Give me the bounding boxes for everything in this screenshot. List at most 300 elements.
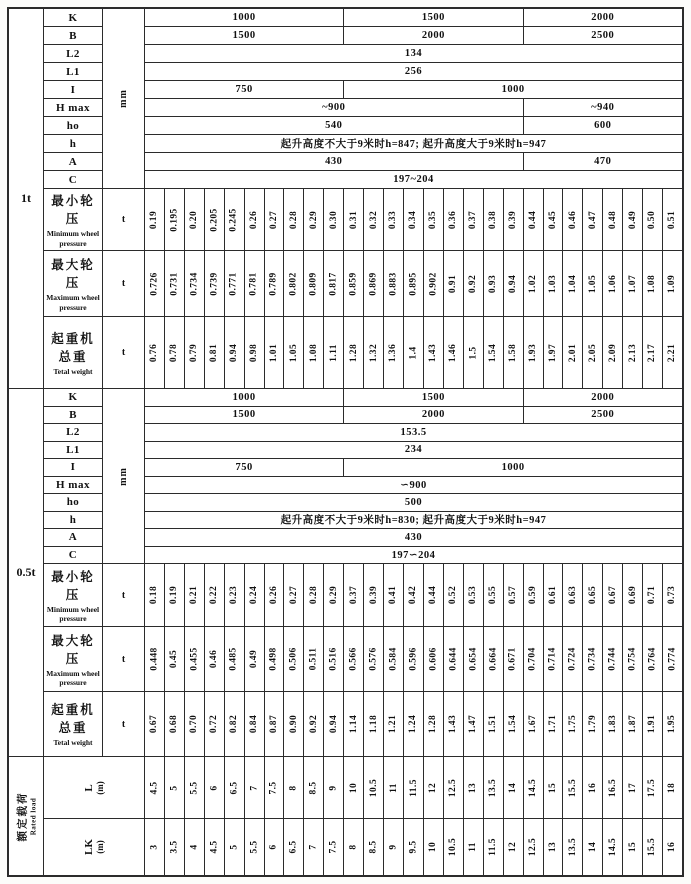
vertical-value: 1.36 [388, 343, 399, 362]
vertical-value: 0.584 [388, 647, 399, 671]
vertical-value: 1.46 [448, 343, 459, 362]
vertical-value: 17 [627, 782, 638, 793]
value-max-wheel-pressure-col15 [424, 627, 443, 691]
value-max-wheel-pressure-col18 [484, 251, 503, 316]
vertical-value: 0.38 [488, 210, 499, 229]
value-total-weight-col15 [424, 317, 443, 388]
value-min-wheel-pressure-col26 [643, 564, 662, 626]
value-span-l-col19 [504, 757, 523, 818]
spec-value-k: 2000 [524, 389, 682, 406]
value-total-weight-col13 [384, 317, 403, 388]
vertical-value: 1.21 [388, 714, 399, 734]
vertical-value: 13 [468, 782, 479, 793]
value-span-l-col4 [205, 757, 224, 818]
vertical-value: 0.19 [149, 210, 160, 229]
value-min-wheel-pressure-col6 [245, 564, 264, 626]
value-total-weight-col18 [484, 317, 503, 388]
value-max-wheel-pressure-col20 [524, 627, 543, 691]
value-max-wheel-pressure-col23 [583, 251, 602, 316]
value-min-wheel-pressure-col14 [404, 564, 423, 626]
spec-value-a: 430 [145, 529, 682, 546]
vertical-value: 7.5 [328, 840, 339, 854]
vertical-value: 0.606 [428, 647, 439, 671]
value-max-wheel-pressure-col9 [304, 251, 323, 316]
vertical-value: 4.5 [149, 780, 160, 795]
vertical-value: 1.43 [428, 343, 439, 362]
value-total-weight-col2 [165, 317, 184, 388]
value-span-lk-col18 [484, 819, 503, 875]
vertical-value: 0.37 [348, 585, 359, 605]
vertical-value: 0.809 [308, 271, 319, 296]
value-max-wheel-pressure-col4 [205, 251, 224, 316]
spec-value-i: 1000 [344, 459, 682, 476]
value-total-weight-col25 [623, 317, 642, 388]
vertical-value: 0.72 [209, 714, 220, 734]
spec-value-b: 2500 [524, 407, 682, 424]
vertical-value: 0.57 [508, 585, 519, 605]
vertical-value: 1.91 [647, 714, 658, 734]
vertical-value: 0.455 [189, 647, 200, 671]
vertical-value: 7.5 [269, 780, 280, 795]
vertical-value: 0.49 [627, 210, 638, 229]
vertical-value: 0.44 [428, 585, 439, 605]
value-max-wheel-pressure-col15 [424, 251, 443, 316]
vertical-value: 0.61 [547, 585, 558, 605]
value-total-weight-col12 [364, 692, 383, 756]
span-label-text: L [83, 783, 95, 792]
spec-value-b: 1500 [145, 27, 343, 44]
vertical-value: 1.05 [288, 343, 299, 362]
vertical-value: 0.21 [189, 585, 200, 605]
value-min-wheel-pressure-col22 [563, 564, 582, 626]
vertical-value: 0.883 [388, 271, 399, 296]
value-total-weight-col5 [225, 317, 244, 388]
param-ho: ho [44, 494, 102, 511]
value-max-wheel-pressure-col13 [384, 627, 403, 691]
vertical-value: 0.802 [288, 271, 299, 296]
value-span-lk-col22 [563, 819, 582, 875]
vertical-value: 10 [348, 782, 359, 793]
vertical-value: 0.33 [388, 210, 399, 229]
value-min-wheel-pressure-col17 [464, 564, 483, 626]
value-span-l-col2 [165, 757, 184, 818]
value-span-lk-col16 [444, 819, 463, 875]
value-min-wheel-pressure-col27 [663, 564, 682, 626]
vertical-value: 0.774 [667, 647, 678, 671]
value-span-l-col9 [304, 757, 323, 818]
value-span-l-col1 [145, 757, 164, 818]
value-total-weight-col21 [544, 317, 563, 388]
vertical-value: 1.08 [647, 274, 658, 293]
param-k: K [44, 389, 102, 406]
vertical-value: 0.63 [567, 585, 578, 605]
vertical-value: 1.43 [448, 714, 459, 734]
vertical-value: 1.11 [328, 343, 339, 362]
value-total-weight-col10 [324, 692, 343, 756]
vertical-value: 1.04 [567, 274, 578, 293]
value-max-wheel-pressure-col12 [364, 251, 383, 316]
value-total-weight-col7 [265, 317, 284, 388]
vertical-value: 0.90 [288, 714, 299, 734]
value-min-wheel-pressure-col21 [544, 189, 563, 250]
vertical-value: 0.24 [249, 585, 260, 605]
value-span-lk-col26 [643, 819, 662, 875]
value-max-wheel-pressure-col11 [344, 251, 363, 316]
row-span-lk [44, 819, 144, 875]
value-span-l-col10 [324, 757, 343, 818]
vertical-value: 0.754 [627, 647, 638, 671]
vertical-value: 0.55 [488, 585, 499, 605]
spec-value-a: 430 [145, 153, 523, 170]
value-max-wheel-pressure-col18 [484, 627, 503, 691]
spec-value-k: 1000 [145, 389, 343, 406]
row-min-wheel-pressure [44, 189, 102, 250]
spec-value-h: 起升高度不大于9米时h=847; 起升高度大于9米时h=947 [145, 135, 682, 152]
value-total-weight-col24 [603, 317, 622, 388]
vertical-value: 15.5 [567, 778, 578, 797]
load-group-0.5t: 0.5t [9, 389, 43, 756]
unit-t: t [103, 627, 144, 691]
value-max-wheel-pressure-col16 [444, 251, 463, 316]
value-span-lk-col12 [364, 819, 383, 875]
value-span-lk-col27 [663, 819, 682, 875]
row-label-zh: 起重机总重 [51, 703, 95, 736]
value-min-wheel-pressure-col13 [384, 189, 403, 250]
vertical-value: 6.5 [288, 840, 299, 854]
vertical-value: 0.498 [269, 647, 280, 671]
vertical-value: 1.28 [428, 714, 439, 734]
value-min-wheel-pressure-col5 [225, 189, 244, 250]
value-total-weight-col23 [583, 317, 602, 388]
vertical-value: 11 [468, 842, 479, 852]
value-min-wheel-pressure-col14 [404, 189, 423, 250]
value-span-lk-col24 [603, 819, 622, 875]
vertical-value: 12 [508, 841, 519, 853]
value-span-lk-col13 [384, 819, 403, 875]
vertical-value: 8.5 [368, 840, 379, 854]
vertical-value: 0.596 [408, 647, 419, 671]
vertical-value: 0.45 [169, 649, 180, 669]
value-span-l-col16 [444, 757, 463, 818]
vertical-value: 2.13 [627, 343, 638, 362]
value-total-weight-col26 [643, 692, 662, 756]
param-ho: ho [44, 117, 102, 134]
value-min-wheel-pressure-col5 [225, 564, 244, 626]
value-min-wheel-pressure-col17 [464, 189, 483, 250]
param-a: A [44, 153, 102, 170]
spec-value-b: 1500 [145, 407, 343, 424]
unit-t: t [103, 189, 144, 250]
spec-value-i: 750 [145, 459, 343, 476]
value-min-wheel-pressure-col9 [304, 564, 323, 626]
vertical-value: 2.21 [667, 343, 678, 362]
value-max-wheel-pressure-col17 [464, 251, 483, 316]
vertical-value: 1.5 [468, 345, 479, 360]
vertical-value: 0.744 [607, 647, 618, 671]
value-max-wheel-pressure-col27 [663, 251, 682, 316]
vertical-value: 0.81 [209, 343, 220, 362]
vertical-value: 0.869 [368, 271, 379, 296]
vertical-value: 0.205 [209, 207, 220, 232]
value-span-l-col27 [663, 757, 682, 818]
value-min-wheel-pressure-col3 [185, 564, 204, 626]
vertical-value: 13.5 [567, 837, 578, 857]
value-total-weight-col14 [404, 692, 423, 756]
spec-value-i: 750 [145, 81, 343, 98]
param-l1: L1 [44, 63, 102, 80]
vertical-value: 1.07 [627, 274, 638, 293]
value-span-lk-col1 [145, 819, 164, 875]
value-min-wheel-pressure-col11 [344, 564, 363, 626]
vertical-value: 5.5 [189, 780, 200, 795]
value-max-wheel-pressure-col14 [404, 251, 423, 316]
vertical-value: 11.5 [488, 838, 499, 856]
value-max-wheel-pressure-col26 [643, 251, 662, 316]
vertical-value: 0.734 [189, 271, 200, 296]
vertical-value: 0.92 [468, 274, 479, 293]
vertical-value: 1.05 [587, 274, 598, 293]
vertical-value: 6 [209, 784, 220, 791]
spec-value-h-max: ~900 [145, 99, 523, 116]
value-max-wheel-pressure-col26 [643, 627, 662, 691]
value-max-wheel-pressure-col2 [165, 627, 184, 691]
row-label-max-wheel-pressure [44, 255, 102, 312]
vertical-value: 2.05 [587, 343, 598, 362]
value-total-weight-col16 [444, 692, 463, 756]
value-min-wheel-pressure-col1 [145, 189, 164, 250]
vertical-value: 1.4 [408, 345, 419, 360]
vertical-value: 0.94 [229, 343, 240, 362]
vertical-value: 0.39 [368, 585, 379, 605]
spec-value-h-max: ~940 [524, 99, 682, 116]
value-span-l-col21 [544, 757, 563, 818]
value-span-l-col13 [384, 757, 403, 818]
value-min-wheel-pressure-col7 [265, 189, 284, 250]
value-total-weight-col10 [324, 317, 343, 388]
mm-unit-label: mm [117, 89, 129, 108]
value-total-weight-col9 [304, 317, 323, 388]
vertical-value: 0.78 [169, 343, 180, 362]
value-min-wheel-pressure-col23 [583, 564, 602, 626]
vertical-value: 0.39 [508, 210, 519, 229]
vertical-value: 0.47 [587, 210, 598, 229]
vertical-value: 14.5 [528, 778, 539, 797]
value-total-weight-col9 [304, 692, 323, 756]
value-max-wheel-pressure-col16 [444, 627, 463, 691]
value-span-lk-col3 [185, 819, 204, 875]
vertical-value: 0.53 [468, 585, 479, 605]
vertical-value: 1.97 [547, 343, 558, 362]
value-span-l-col25 [623, 757, 642, 818]
param-b: B [44, 407, 102, 424]
vertical-value: 13 [547, 841, 558, 853]
spec-value-b: 2000 [344, 27, 522, 44]
value-total-weight-col23 [583, 692, 602, 756]
vertical-value: 0.92 [308, 714, 319, 734]
span-label-text: LK [83, 839, 95, 855]
value-max-wheel-pressure-col25 [623, 627, 642, 691]
value-span-l-col3 [185, 757, 204, 818]
vertical-value: 2.17 [647, 343, 658, 362]
value-min-wheel-pressure-col26 [643, 189, 662, 250]
vertical-value: 10.5 [448, 837, 459, 857]
value-max-wheel-pressure-col7 [265, 251, 284, 316]
value-span-l-col7 [265, 757, 284, 818]
unit-t: t [103, 251, 144, 316]
value-min-wheel-pressure-col8 [284, 189, 303, 250]
row-label-min-wheel-pressure [44, 567, 102, 624]
vertical-value: 0.506 [288, 647, 299, 671]
value-total-weight-col3 [185, 317, 204, 388]
vertical-value: 0.19 [169, 585, 180, 605]
value-max-wheel-pressure-col2 [165, 251, 184, 316]
value-max-wheel-pressure-col3 [185, 627, 204, 691]
value-min-wheel-pressure-col10 [324, 564, 343, 626]
value-total-weight-col21 [544, 692, 563, 756]
value-max-wheel-pressure-col6 [245, 627, 264, 691]
value-min-wheel-pressure-col15 [424, 189, 443, 250]
vertical-value: 0.781 [249, 271, 260, 296]
vertical-value: 7 [249, 784, 260, 791]
vertical-value: 0.94 [328, 714, 339, 734]
row-label-total-weight [44, 329, 102, 376]
value-min-wheel-pressure-col19 [504, 189, 523, 250]
value-max-wheel-pressure-col5 [225, 627, 244, 691]
value-span-l-col11 [344, 757, 363, 818]
vertical-value: 0.44 [528, 210, 539, 229]
mm-unit-label: mm [117, 466, 129, 486]
value-span-l-col20 [524, 757, 543, 818]
value-span-lk-col21 [544, 819, 563, 875]
vertical-value: 0.32 [368, 210, 379, 229]
vertical-value: 12.5 [448, 778, 459, 797]
value-span-l-col24 [603, 757, 622, 818]
param-b: B [44, 27, 102, 44]
value-total-weight-col5 [225, 692, 244, 756]
vertical-value: 0.48 [607, 210, 618, 229]
value-span-lk-col5 [225, 819, 244, 875]
value-min-wheel-pressure-col19 [504, 564, 523, 626]
value-span-lk-col7 [265, 819, 284, 875]
vertical-value: 1.09 [667, 274, 678, 293]
value-max-wheel-pressure-col21 [544, 627, 563, 691]
value-min-wheel-pressure-col2 [165, 189, 184, 250]
vertical-value: 0.94 [508, 274, 519, 293]
vertical-value: 3.5 [169, 840, 180, 854]
vertical-value: 8.5 [308, 780, 319, 795]
vertical-value: 15 [547, 782, 558, 793]
row-label-en: Minimum wheel pressure [46, 229, 100, 248]
value-span-l-col17 [464, 757, 483, 818]
vertical-value: 14 [508, 782, 519, 793]
unit-t: t [103, 317, 144, 388]
value-span-lk-col20 [524, 819, 543, 875]
spec-value-l1: 234 [145, 442, 682, 459]
row-label-en: Maximum wheel pressure [46, 293, 100, 312]
value-min-wheel-pressure-col18 [484, 189, 503, 250]
row-label-min-wheel-pressure [44, 191, 102, 248]
value-max-wheel-pressure-col10 [324, 627, 343, 691]
value-min-wheel-pressure-col2 [165, 564, 184, 626]
value-total-weight-col4 [205, 317, 224, 388]
vertical-value: 0.52 [448, 585, 459, 605]
param-h: h [44, 135, 102, 152]
span-label-unit: (m) [95, 780, 105, 795]
vertical-value: 18 [667, 782, 678, 793]
vertical-value: 0.511 [308, 647, 319, 671]
value-total-weight-col7 [265, 692, 284, 756]
vertical-value: 0.245 [229, 207, 240, 232]
value-min-wheel-pressure-col8 [284, 564, 303, 626]
value-span-l-col22 [563, 757, 582, 818]
param-h-max: H max [44, 477, 102, 494]
value-total-weight-col13 [384, 692, 403, 756]
vertical-value: 0.65 [587, 585, 598, 605]
vertical-value: 9 [388, 844, 399, 850]
value-total-weight-col19 [504, 692, 523, 756]
vertical-value: 0.859 [348, 271, 359, 296]
value-total-weight-col16 [444, 317, 463, 388]
value-max-wheel-pressure-col9 [304, 627, 323, 691]
vertical-value: 0.764 [647, 647, 658, 671]
value-total-weight-col6 [245, 692, 264, 756]
value-min-wheel-pressure-col7 [265, 564, 284, 626]
value-total-weight-col27 [663, 317, 682, 388]
vertical-value: 4.5 [209, 840, 220, 854]
vertical-value: 1.79 [587, 714, 598, 734]
value-max-wheel-pressure-col19 [504, 251, 523, 316]
vertical-value: 4 [189, 844, 200, 850]
vertical-value: 0.576 [368, 647, 379, 671]
vertical-value: 1.58 [508, 343, 519, 362]
value-total-weight-col27 [663, 692, 682, 756]
spec-value-k: 1500 [344, 9, 522, 26]
param-c: C [44, 171, 102, 188]
span-label-unit: (m) [95, 840, 105, 854]
spec-value-l2: 153.5 [145, 424, 682, 441]
value-total-weight-col17 [464, 692, 483, 756]
vertical-value: 0.734 [587, 647, 598, 671]
value-span-l-col23 [583, 757, 602, 818]
row-label-en: Tetal weight [53, 366, 93, 376]
vertical-value: 0.724 [567, 647, 578, 671]
spec-value-ho: 500 [145, 494, 682, 511]
vertical-value: 0.726 [149, 271, 160, 296]
vertical-value: 12 [428, 782, 439, 793]
vertical-value: 6 [269, 844, 279, 850]
vertical-value: 10.5 [368, 778, 379, 797]
vertical-value: 0.67 [607, 585, 618, 605]
spec-value-a: 470 [524, 153, 682, 170]
value-total-weight-col2 [165, 692, 184, 756]
value-min-wheel-pressure-col9 [304, 189, 323, 250]
span-row-label-span-l [83, 781, 105, 795]
vertical-value: 2.09 [607, 343, 618, 362]
spec-value-c: 197∽204 [145, 547, 682, 564]
row-label-zh: 最大轮压 [51, 258, 95, 291]
vertical-value: 1.28 [348, 343, 359, 362]
vertical-value: 0.59 [528, 585, 539, 605]
vertical-value: 8 [348, 844, 359, 850]
vertical-value: 0.448 [149, 647, 160, 671]
spec-value-i: 1000 [344, 81, 682, 98]
vertical-value: 0.84 [249, 714, 260, 734]
spec-value-h-max: ∽900 [145, 477, 682, 494]
vertical-value: 5 [169, 784, 180, 791]
value-min-wheel-pressure-col24 [603, 564, 622, 626]
vertical-value: 0.31 [348, 210, 359, 229]
vertical-value: 0.516 [328, 647, 339, 671]
